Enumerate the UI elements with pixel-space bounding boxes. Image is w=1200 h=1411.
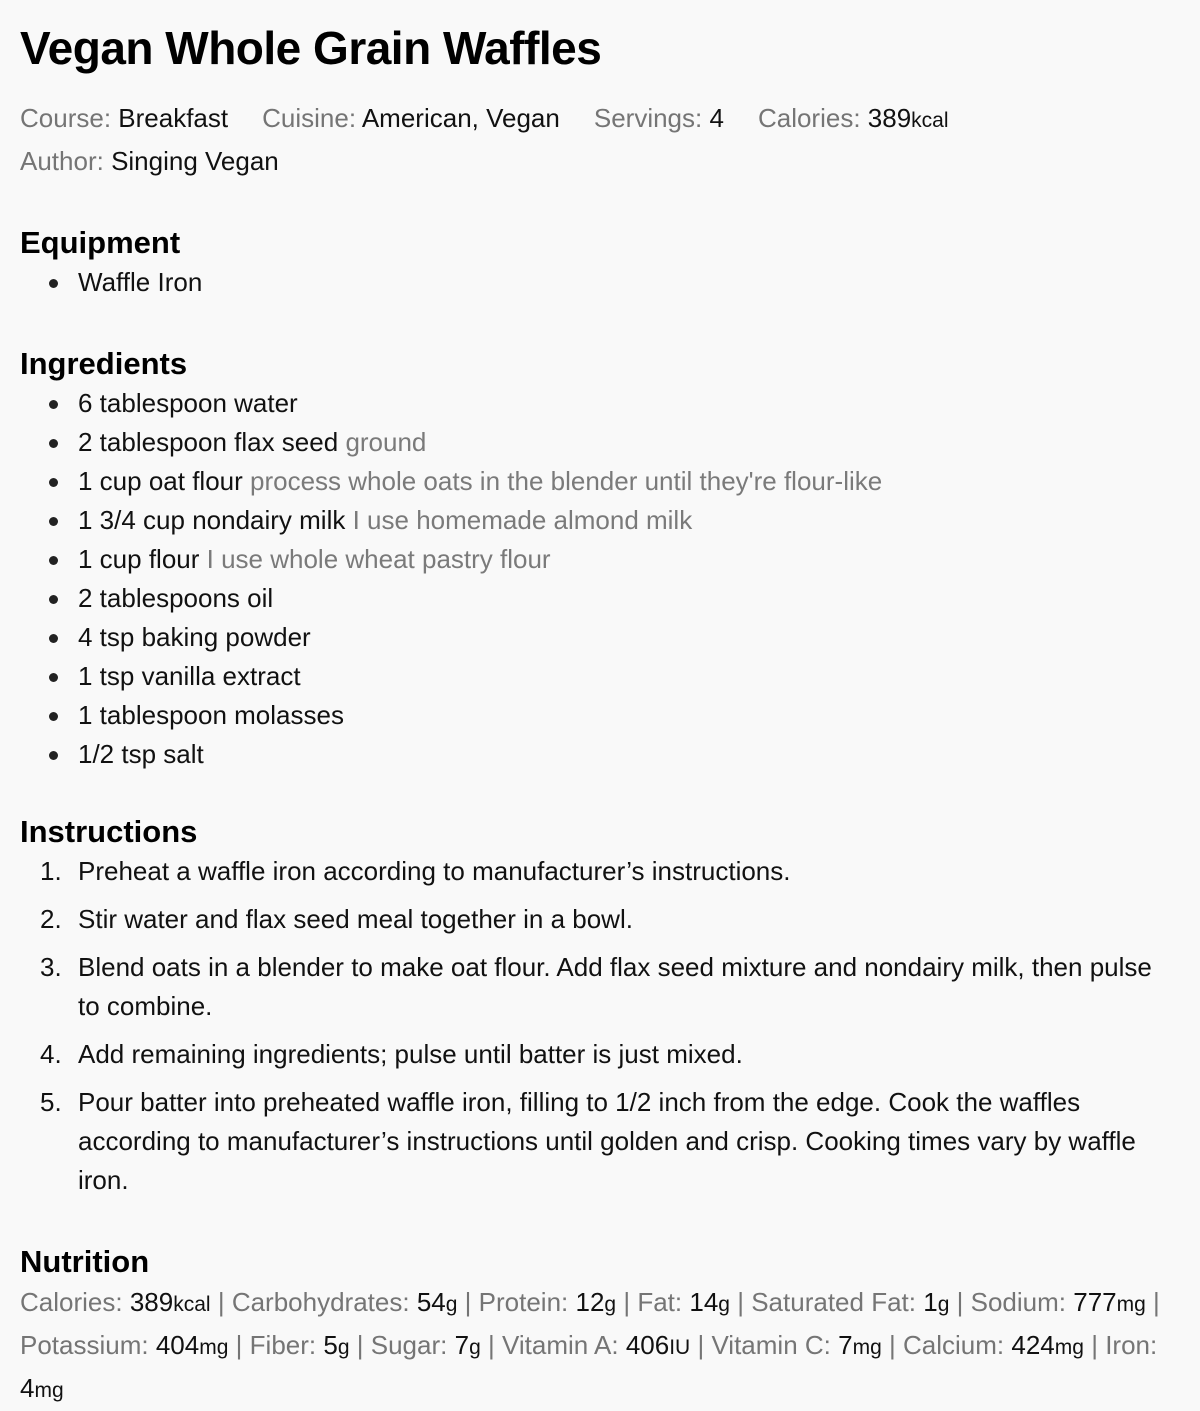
ingredients-heading: Ingredients bbox=[20, 346, 188, 381]
nutrition-unit: g bbox=[937, 1293, 950, 1316]
nutrition-label: Potassium: bbox=[20, 1330, 149, 1360]
meta-cuisine bbox=[262, 98, 560, 141]
instruction-step bbox=[20, 1083, 1180, 1200]
nutrition-unit: IU bbox=[669, 1336, 691, 1359]
ingredient-item bbox=[20, 462, 1180, 501]
nutrition-separator: | bbox=[235, 1330, 243, 1360]
ingredient-text: 1/2 tsp salt bbox=[78, 739, 204, 769]
meta-calories bbox=[758, 98, 949, 141]
nutrition-unit: kcal bbox=[173, 1293, 211, 1316]
nutrition-unit: mg bbox=[199, 1336, 229, 1359]
nutrition-item bbox=[20, 1330, 228, 1360]
step-text: Blend oats in a blender to make oat flour. Add flax seed mixture and nondairy milk, then pulse to combine. bbox=[78, 952, 1152, 1021]
nutrition-value: 12 bbox=[575, 1287, 605, 1317]
nutrition-label: Calories: bbox=[20, 1287, 123, 1317]
step-number: 4. bbox=[40, 1039, 62, 1069]
meta-row-primary bbox=[20, 98, 1180, 141]
nutrition-label: Protein: bbox=[478, 1287, 569, 1317]
ingredient-text: 1 3/4 cup nondairy milk bbox=[78, 505, 346, 535]
step-text: Pour batter into preheated waffle iron, filling to 1/2 inch from the edge. Cook the waffles according to manufacturer’s instructions until golden and crisp. Cooking times vary by waffle iron. bbox=[78, 1087, 1136, 1195]
recipe-meta bbox=[20, 98, 1180, 181]
instruction-step bbox=[20, 1035, 1180, 1074]
step-text: Preheat a waffle iron according to manufacturer’s instructions. bbox=[78, 856, 791, 886]
nutrition-separator: | bbox=[217, 1287, 225, 1317]
meta-cuisine-value: American, Vegan bbox=[361, 103, 560, 133]
nutrition-value: 4 bbox=[20, 1373, 35, 1403]
step-number: 5. bbox=[40, 1087, 62, 1117]
nutrition-value: 7 bbox=[838, 1330, 853, 1360]
nutrition-separator: | bbox=[956, 1287, 964, 1317]
ingredient-item bbox=[20, 501, 1180, 540]
ingredient-text: 2 tablespoon flax seed bbox=[78, 427, 339, 457]
nutrition-section bbox=[20, 1242, 1180, 1411]
ingredient-text: 4 tsp baking powder bbox=[78, 622, 311, 652]
nutrition-item bbox=[903, 1330, 1084, 1360]
step-number: 1. bbox=[40, 856, 62, 886]
nutrition-unit: g bbox=[337, 1336, 350, 1359]
nutrition-separator: | bbox=[487, 1330, 495, 1360]
meta-servings-value: 4 bbox=[709, 103, 724, 133]
nutrition-label: Iron: bbox=[1105, 1330, 1158, 1360]
ingredient-text: 1 cup flour bbox=[78, 544, 200, 574]
ingredient-item bbox=[20, 540, 1180, 579]
ingredient-item bbox=[20, 735, 1180, 774]
nutrition-unit: mg bbox=[34, 1379, 64, 1402]
ingredient-item bbox=[20, 618, 1180, 657]
nutrition-item bbox=[502, 1330, 690, 1360]
nutrition-separator: | bbox=[623, 1287, 631, 1317]
nutrition-separator: | bbox=[1091, 1330, 1098, 1360]
nutrition-value: 14 bbox=[689, 1287, 719, 1317]
nutrition-unit: g bbox=[718, 1293, 730, 1316]
step-text: Stir water and flax seed meal together in a bowl. bbox=[78, 904, 633, 934]
nutrition-separator: | bbox=[697, 1330, 705, 1360]
nutrition-unit: g bbox=[469, 1336, 481, 1359]
ingredients-list bbox=[20, 384, 1180, 774]
nutrition-item bbox=[20, 1287, 211, 1317]
meta-servings-label: Servings: bbox=[593, 103, 703, 133]
nutrition-separator: | bbox=[356, 1330, 364, 1360]
meta-author-label: Author: bbox=[20, 146, 104, 176]
ingredient-item bbox=[20, 384, 1180, 423]
nutrition-item bbox=[711, 1330, 881, 1360]
instruction-step bbox=[20, 900, 1180, 939]
equipment-section bbox=[20, 223, 1180, 302]
nutrition-value: 1 bbox=[923, 1287, 938, 1317]
nutrition-item bbox=[371, 1330, 481, 1360]
instructions-section bbox=[20, 812, 1180, 1200]
nutrition-value: 406 bbox=[625, 1330, 670, 1360]
instructions-heading: Instructions bbox=[20, 814, 198, 849]
nutrition-value: 777 bbox=[1073, 1287, 1117, 1317]
nutrition-label: Calcium: bbox=[903, 1330, 1005, 1360]
nutrition-value: 7 bbox=[454, 1330, 470, 1360]
step-text: Add remaining ingredients; pulse until batter is just mixed. bbox=[78, 1039, 743, 1069]
nutrition-label: Fat: bbox=[637, 1287, 683, 1317]
ingredient-item bbox=[20, 423, 1180, 462]
equipment-item: Waffle Iron bbox=[20, 263, 1180, 302]
nutrition-label: Vitamin C: bbox=[711, 1330, 831, 1360]
nutrition-unit: g bbox=[445, 1293, 458, 1316]
step-number: 3. bbox=[40, 952, 62, 982]
ingredient-note: process whole oats in the blender until they're flour-like bbox=[250, 466, 883, 496]
nutrition-label: Saturated Fat: bbox=[751, 1287, 916, 1317]
ingredient-text: 1 tsp vanilla extract bbox=[78, 661, 301, 691]
nutrition-facts bbox=[20, 1282, 1180, 1411]
equipment-heading: Equipment bbox=[20, 225, 181, 260]
ingredient-text: 6 tablespoon water bbox=[78, 388, 298, 418]
nutrition-item bbox=[232, 1287, 458, 1317]
nutrition-item bbox=[250, 1330, 350, 1360]
nutrition-value: 424 bbox=[1011, 1330, 1055, 1360]
ingredient-note: I use homemade almond milk bbox=[352, 505, 693, 535]
nutrition-separator: | bbox=[737, 1287, 744, 1317]
meta-row-author bbox=[20, 141, 1180, 181]
nutrition-label: Carbohydrates: bbox=[231, 1287, 410, 1317]
meta-cuisine-label: Cuisine: bbox=[262, 103, 357, 133]
nutrition-item bbox=[751, 1287, 949, 1317]
ingredient-note: I use whole wheat pastry flour bbox=[206, 544, 551, 574]
meta-author-value: Singing Vegan bbox=[111, 146, 279, 176]
nutrition-label: Vitamin A: bbox=[501, 1330, 619, 1360]
nutrition-label: Sodium: bbox=[970, 1287, 1066, 1317]
meta-calories-label: Calories: bbox=[757, 103, 861, 133]
nutrition-heading: Nutrition bbox=[20, 1244, 150, 1279]
step-number: 2. bbox=[40, 904, 62, 934]
nutrition-separator: | bbox=[464, 1287, 472, 1317]
nutrition-value: 389 bbox=[129, 1287, 174, 1317]
ingredient-item bbox=[20, 657, 1180, 696]
nutrition-value: 5 bbox=[323, 1330, 338, 1360]
nutrition-separator: | bbox=[1153, 1287, 1160, 1317]
nutrition-value: 404 bbox=[155, 1330, 200, 1360]
meta-calories-unit: kcal bbox=[911, 109, 949, 132]
nutrition-label: Fiber: bbox=[249, 1330, 317, 1360]
nutrition-item bbox=[479, 1287, 616, 1317]
meta-course-label: Course: bbox=[20, 103, 112, 133]
ingredient-text: 1 tablespoon molasses bbox=[78, 700, 344, 730]
equipment-list bbox=[20, 263, 1180, 302]
recipe-title: Vegan Whole Grain Waffles bbox=[20, 22, 602, 74]
instructions-list bbox=[20, 852, 1180, 1200]
nutrition-unit: mg bbox=[852, 1336, 882, 1359]
meta-servings bbox=[594, 98, 724, 141]
meta-course bbox=[20, 98, 228, 141]
nutrition-label: Sugar: bbox=[370, 1330, 448, 1360]
nutrition-value: 54 bbox=[416, 1287, 446, 1317]
instruction-step bbox=[20, 852, 1180, 891]
meta-author bbox=[20, 141, 279, 181]
nutrition-separator: | bbox=[889, 1330, 896, 1360]
ingredient-item bbox=[20, 579, 1180, 618]
ingredient-item bbox=[20, 696, 1180, 735]
ingredients-section bbox=[20, 344, 1180, 774]
nutrition-unit: mg bbox=[1116, 1293, 1146, 1316]
ingredient-note: ground bbox=[345, 427, 427, 457]
nutrition-unit: g bbox=[604, 1293, 617, 1316]
meta-calories-value: 389 bbox=[867, 103, 912, 133]
nutrition-item bbox=[637, 1287, 730, 1317]
ingredient-text: 2 tablespoons oil bbox=[78, 583, 274, 613]
meta-course-value: Breakfast bbox=[118, 103, 229, 133]
nutrition-unit: mg bbox=[1054, 1336, 1084, 1359]
nutrition-item bbox=[971, 1287, 1146, 1317]
instruction-step bbox=[20, 948, 1180, 1026]
ingredient-text: 1 cup oat flour bbox=[78, 466, 243, 496]
